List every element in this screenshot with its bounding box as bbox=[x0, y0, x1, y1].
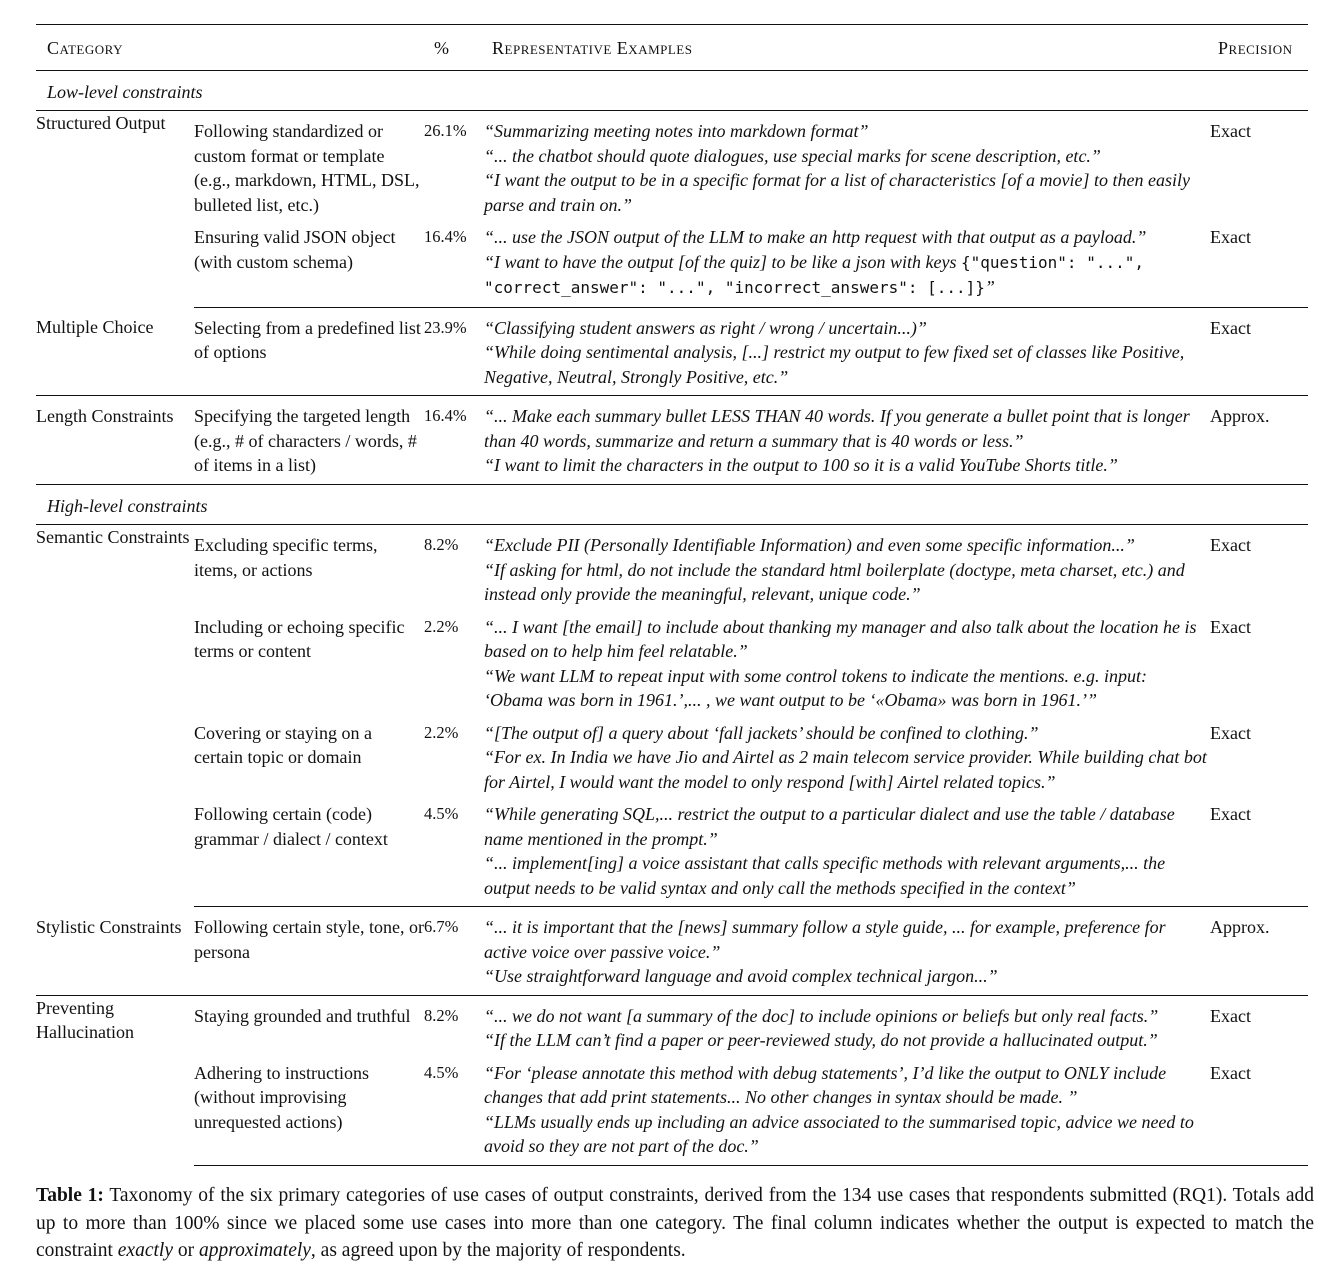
examples bbox=[484, 307, 1210, 396]
example-quote: “If the LLM can’t find a paper or peer-reviewed study, do not provide a hallucinated output.” bbox=[484, 1030, 1158, 1050]
example-quote: “I want to limit the characters in the output to 100 so it is a valid YouTube Shorts title.” bbox=[484, 455, 1118, 475]
group-row-high bbox=[36, 484, 1308, 525]
subcategory: Adhering to instructions (without improvising unrequested actions) bbox=[194, 1059, 424, 1166]
example-quote: “For ‘please annotate this method with debug statements’, I’d like the output to ONLY include changes that add print statements... No other changes in syntax should be made. ” bbox=[484, 1062, 1167, 1107]
caption-text: or bbox=[173, 1240, 199, 1261]
examples bbox=[484, 800, 1210, 907]
example-text: “I want to have the output [of the quiz] to be like a json with keys bbox=[484, 251, 961, 272]
category-structured-output: Structured Output bbox=[36, 113, 166, 133]
subcategory: Following standardized or custom format or template (e.g., markdown, HTML, DSL, bulleted list, etc.) bbox=[194, 121, 420, 215]
percent: 2.2% bbox=[424, 722, 459, 742]
percent: 4.5% bbox=[424, 800, 484, 907]
subcategory: Specifying the targeted length (e.g., # of characters / words, # of items in a list) bbox=[194, 396, 424, 485]
precision: Exact bbox=[1210, 616, 1251, 637]
precision: Approx. bbox=[1210, 396, 1308, 485]
example-quote: “Classifying student answers as right / wrong / uncertain...)” bbox=[484, 317, 927, 338]
example-quote: “We want LLM to repeat input with some control tokens to indicate the mentions. e.g. input: ‘Obama was born in 1961.’,... , we want output to be ‘«Obama» was born in 1961.’” bbox=[484, 665, 1147, 710]
examples bbox=[484, 223, 1210, 307]
example-quote: “... Make each summary bullet LESS THAN 40 words. If you generate a bullet point that is longer than 40 words, summarize and return a summary that is 40 words or less.” bbox=[484, 406, 1190, 451]
subcategory: Covering or staying on a certain topic or domain bbox=[194, 722, 372, 767]
table-row bbox=[36, 613, 1308, 719]
subcategory: Following certain style, tone, or persona bbox=[194, 907, 424, 996]
example-quote: “While doing sentimental analysis, [...] restrict my output to few fixed set of classes like Positive, Negative, Neutral, Strongly Positive, etc.” bbox=[484, 342, 1185, 387]
caption-text: , as agreed upon by the majority of respondents. bbox=[310, 1240, 686, 1261]
table-row bbox=[36, 111, 1308, 224]
percent: 8.2% bbox=[424, 535, 459, 554]
header-examples: Representative Examples bbox=[484, 25, 1210, 71]
percent: 16.4% bbox=[424, 223, 484, 307]
percent: 4.5% bbox=[424, 1059, 484, 1166]
precision: Exact bbox=[1210, 722, 1251, 743]
examples bbox=[484, 525, 1210, 613]
table-header-row bbox=[36, 25, 1308, 71]
table-row bbox=[36, 800, 1308, 907]
subcategory: Excluding specific terms, items, or actions bbox=[194, 535, 378, 580]
subcategory: Ensuring valid JSON object (with custom schema) bbox=[194, 223, 424, 307]
examples bbox=[484, 719, 1210, 801]
table-row bbox=[36, 223, 1308, 307]
examples bbox=[484, 1059, 1210, 1166]
category-multiple-choice: Multiple Choice bbox=[36, 307, 194, 396]
example-quote: “[The output of] a query about ‘fall jackets’ should be confined to clothing.” bbox=[484, 722, 1039, 743]
example-quote: “... use the JSON output of the LLM to make an http request with that output as a payload.” bbox=[484, 227, 1147, 247]
group-label-high: High-level constraints bbox=[36, 484, 1308, 525]
group-row-low bbox=[36, 70, 1308, 111]
table-row bbox=[36, 396, 1308, 485]
example-quote: “... implement[ing] a voice assistant that calls specific methods with relevant arguments,... the output needs to be valid syntax and only call the methods specified in the context” bbox=[484, 853, 1166, 898]
percent: 8.2% bbox=[424, 1005, 459, 1025]
category-stylistic-constraints: Stylistic Constraints bbox=[36, 907, 194, 996]
table-row bbox=[36, 307, 1308, 396]
json-code: {"question": "...", "correct_answer": "...", "incorrect_answers": [...]} bbox=[484, 252, 1144, 297]
examples bbox=[484, 396, 1210, 485]
example-quote: “... it is important that the [news] summary follow a style guide, ... for example, preference for active voice over passive voice.” bbox=[484, 917, 1166, 962]
precision: Exact bbox=[1210, 121, 1251, 141]
caption-text: Taxonomy of the six primary categories of use cases of output constraints, derived from the 134 use cases that respondents submitted (RQ1). Totals add up to more than 100% since we placed some use cases into more than one category. The final column indicates whether the output is expected to match the constraint bbox=[36, 1185, 1314, 1261]
percent: 23.9% bbox=[424, 307, 484, 396]
percent: 2.2% bbox=[424, 616, 459, 636]
category-preventing-hallucination: Preventing Hallucination bbox=[36, 997, 134, 1042]
group-label-low: Low-level constraints bbox=[36, 70, 1308, 111]
example-quote: “Use straightforward language and avoid complex technical jargon...” bbox=[484, 966, 998, 986]
percent: 26.1% bbox=[424, 121, 467, 140]
table-row bbox=[36, 995, 1308, 1059]
subcategory: Following certain (code) grammar / dialect / context bbox=[194, 800, 424, 907]
percent: 16.4% bbox=[424, 396, 484, 485]
caption-label: Table 1: bbox=[36, 1185, 104, 1206]
precision: Exact bbox=[1210, 535, 1251, 555]
examples bbox=[484, 111, 1210, 224]
example-quote: “... I want [the email] to include about thanking my manager and also talk about the location he is based on to help him feel relatable.” bbox=[484, 616, 1197, 661]
subcategory: Staying grounded and truthful bbox=[194, 1005, 411, 1026]
table-row bbox=[36, 719, 1308, 801]
subcategory: Selecting from a predefined list of options bbox=[194, 307, 424, 396]
example-quote: “LLMs usually ends up including an advice associated to the summarised topic, advice we need to avoid so they are not part of the doc.” bbox=[484, 1111, 1194, 1156]
precision: Exact bbox=[1210, 1005, 1251, 1026]
caption-emphasis: exactly bbox=[117, 1240, 173, 1261]
examples bbox=[484, 907, 1210, 996]
example-quote: “... the chatbot should quote dialogues, use special marks for scene description, etc.” bbox=[484, 145, 1101, 166]
examples bbox=[484, 995, 1210, 1059]
precision: Exact bbox=[1210, 1059, 1308, 1166]
precision: Exact bbox=[1210, 307, 1308, 396]
header-percent: % bbox=[424, 25, 484, 71]
percent: 6.7% bbox=[424, 907, 484, 996]
example-quote: “... we do not want [a summary of the doc] to include opinions or beliefs but only real facts.” bbox=[484, 1005, 1159, 1026]
table-row bbox=[36, 525, 1308, 613]
precision: Exact bbox=[1210, 800, 1308, 907]
example-quote: “I want the output to be in a specific format for a list of characteristics [of a movie] to then easily parse and train on.” bbox=[484, 170, 1190, 215]
table-row bbox=[36, 907, 1308, 996]
category-semantic-constraints: Semantic Constraints bbox=[36, 527, 190, 547]
example-quote: “While generating SQL,... restrict the output to a particular dialect and use the table / database name mentioned in the prompt.” bbox=[484, 804, 1175, 849]
category-length-constraints: Length Constraints bbox=[36, 396, 194, 485]
table-caption bbox=[36, 1182, 1314, 1265]
example-quote: “For ex. In India we have Jio and Airtel as 2 main telecom service provider. While building chat bot for Airtel, I would want the model to only respond [with] Airtel related topics.” bbox=[484, 747, 1207, 792]
example-quote-mixed bbox=[484, 250, 1210, 301]
taxonomy-table bbox=[36, 24, 1308, 1166]
header-category: Category bbox=[36, 25, 424, 71]
precision: Exact bbox=[1210, 223, 1308, 307]
examples bbox=[484, 613, 1210, 719]
example-quote: “If asking for html, do not include the standard html boilerplate (doctype, meta charset, etc.) and instead only provide the meaningful, relevant, unique code.” bbox=[484, 559, 1185, 604]
table-row bbox=[36, 1059, 1308, 1166]
example-quote: “Summarizing meeting notes into markdown format” bbox=[484, 121, 869, 141]
precision: Approx. bbox=[1210, 907, 1308, 996]
caption-emphasis: approximately bbox=[199, 1240, 311, 1261]
example-quote: “Exclude PII (Personally Identifiable Information) and even some specific information...” bbox=[484, 535, 1135, 555]
example-text: ” bbox=[984, 277, 995, 297]
subcategory: Including or echoing specific terms or content bbox=[194, 616, 405, 661]
header-precision: Precision bbox=[1210, 25, 1308, 71]
